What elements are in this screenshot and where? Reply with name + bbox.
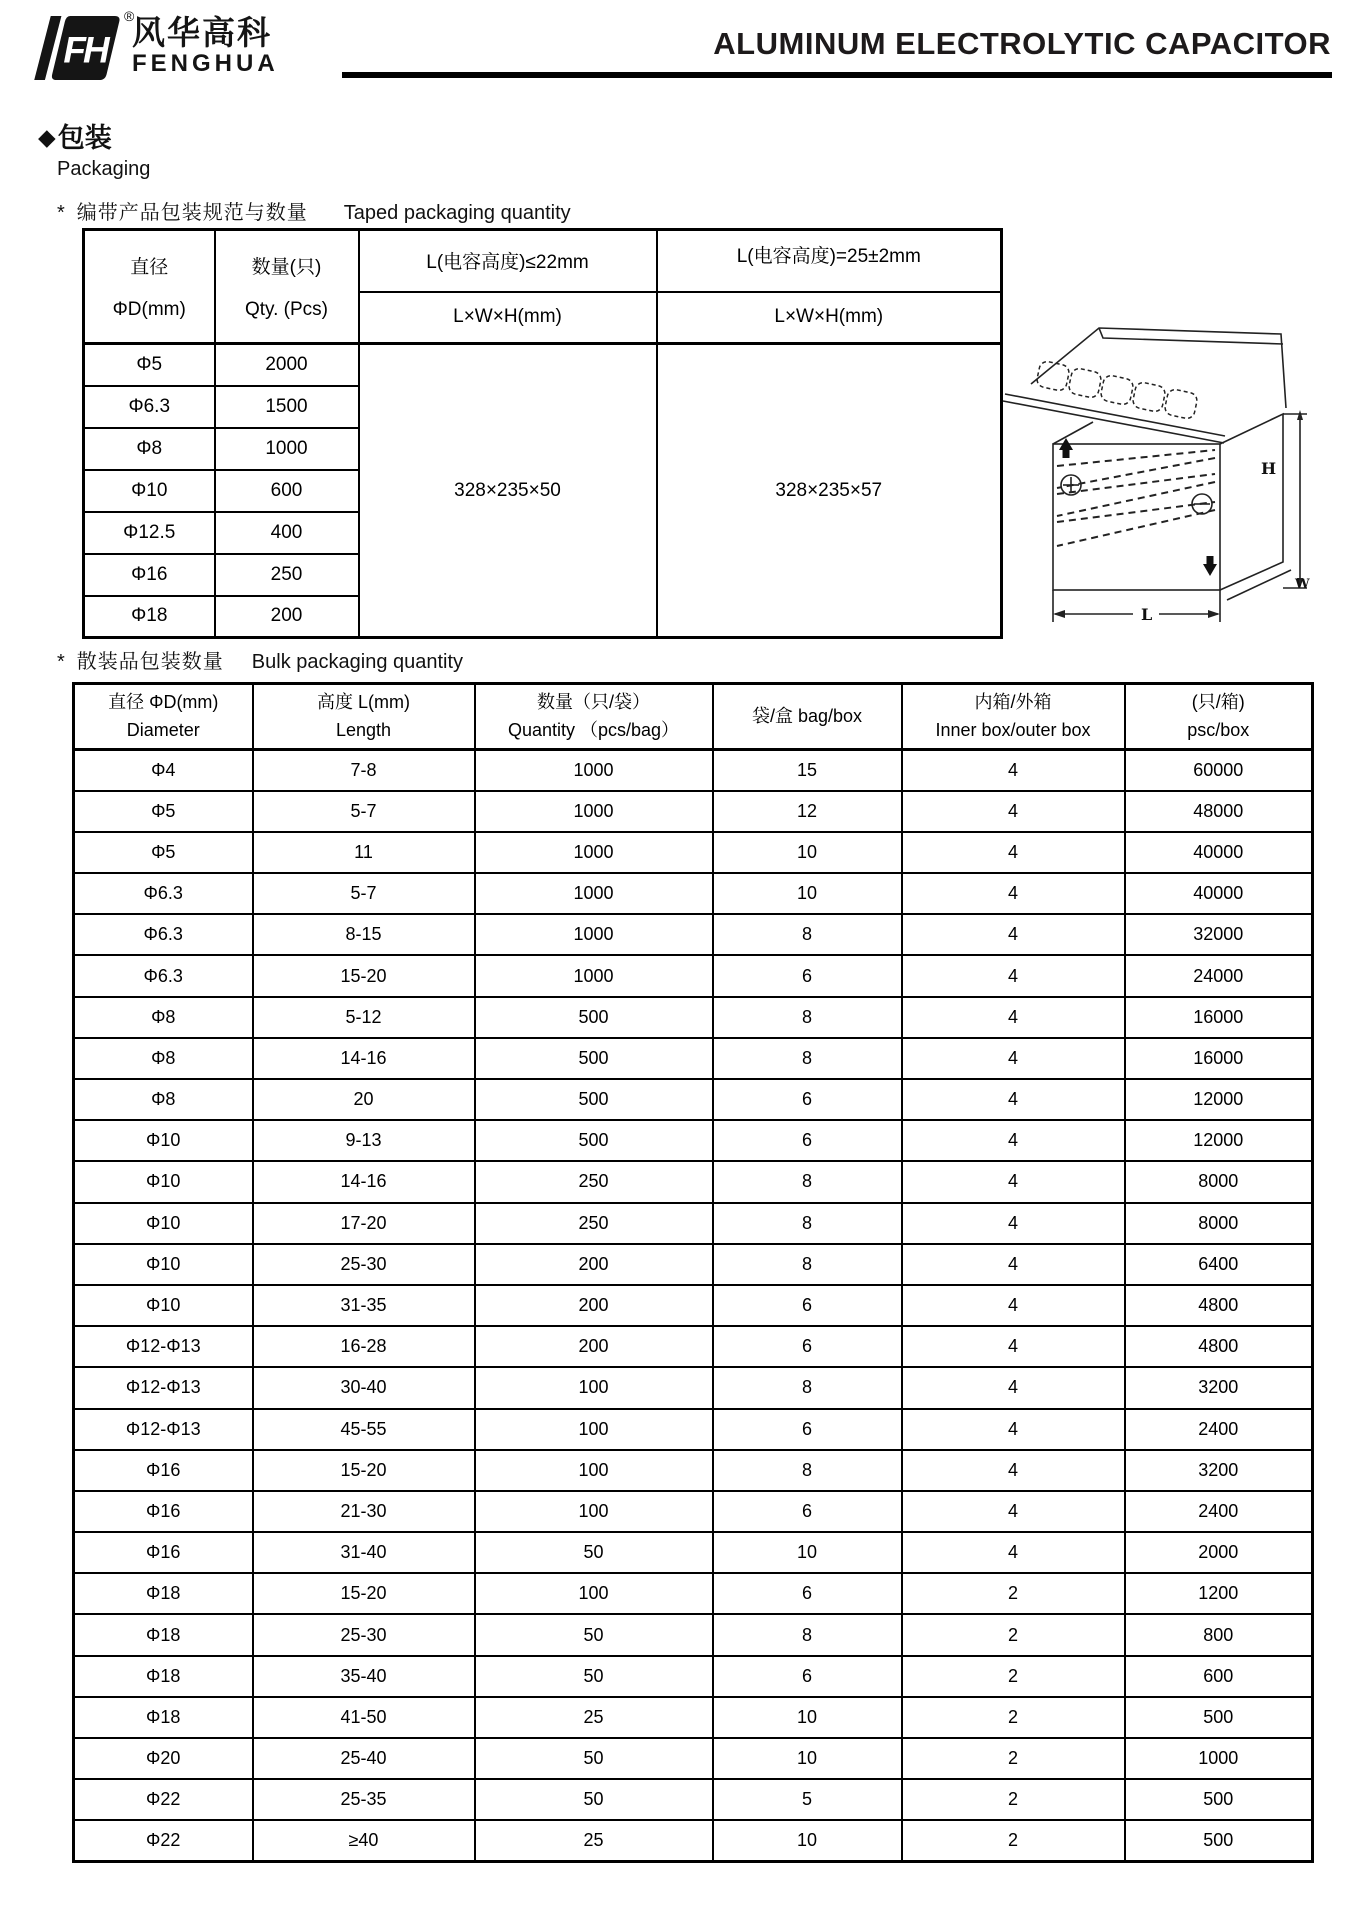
table-cell: 6 [713, 1285, 902, 1326]
table-cell: Φ18 [74, 1656, 253, 1697]
table-cell: 4 [902, 873, 1125, 914]
col-header-length: 高度 L(mm) Length [253, 684, 475, 750]
table-cell: Φ5 [84, 344, 215, 386]
table-cell: 6 [713, 1120, 902, 1161]
table-cell: 8 [713, 1244, 902, 1285]
table-cell: 1000 [475, 750, 713, 791]
table-cell: 8 [713, 1367, 902, 1408]
table-cell: 10 [713, 873, 902, 914]
table-row [74, 1738, 1313, 1779]
table-cell: Φ10 [84, 470, 215, 512]
h-dimension-label: H [1261, 459, 1277, 478]
table-cell: 800 [1125, 1614, 1313, 1655]
table-cell: 25-35 [253, 1779, 475, 1820]
table-cell: 6 [713, 1491, 902, 1532]
table-cell: 2000 [1125, 1532, 1313, 1573]
table-cell: Φ5 [74, 791, 253, 832]
col-header-lwh-2: L×W×H(mm) [657, 292, 1002, 344]
table-cell: 8 [713, 1203, 902, 1244]
table-row [74, 1367, 1313, 1408]
table-cell: ≥40 [253, 1820, 475, 1861]
table-row [74, 1161, 1313, 1202]
table-cell: 16000 [1125, 1038, 1313, 1079]
table-cell: 4 [902, 1326, 1125, 1367]
table-row [74, 750, 1313, 791]
table-cell: 4 [902, 955, 1125, 996]
table-row [74, 1120, 1313, 1161]
table-cell: 500 [475, 1038, 713, 1079]
section-heading-packaging-en: Packaging [57, 158, 151, 180]
table-cell: 31-35 [253, 1285, 475, 1326]
table-cell: 6 [713, 1409, 902, 1450]
table-cell: 10 [713, 1820, 902, 1861]
table-cell: 4 [902, 1532, 1125, 1573]
table-cell: 4 [902, 1079, 1125, 1120]
table-cell: 6 [713, 1656, 902, 1697]
table-cell: 4 [902, 1409, 1125, 1450]
table-cell: Φ4 [74, 750, 253, 791]
table-cell: Φ10 [74, 1161, 253, 1202]
table-cell: 17-20 [253, 1203, 475, 1244]
bulk-table-body [74, 750, 1313, 1862]
table-cell: 1000 [1125, 1738, 1313, 1779]
table-cell: 100 [475, 1409, 713, 1450]
table-cell: Φ10 [74, 1244, 253, 1285]
table-cell: 4 [902, 791, 1125, 832]
page-title: ALUMINUM ELECTROLYTIC CAPACITOR [713, 26, 1331, 61]
table-row [74, 1285, 1313, 1326]
table-cell: Φ18 [74, 1614, 253, 1655]
table-cell: 2 [902, 1697, 1125, 1738]
table-cell: 6400 [1125, 1244, 1313, 1285]
table-cell: Φ20 [74, 1738, 253, 1779]
table-cell: Φ18 [84, 596, 215, 638]
table-cell: Φ22 [74, 1779, 253, 1820]
col-header-lwh-1: L×W×H(mm) [359, 292, 657, 344]
table-cell: 8 [713, 914, 902, 955]
table-cell: 2 [902, 1614, 1125, 1655]
table-cell: 600 [215, 470, 359, 512]
table-row [74, 791, 1313, 832]
table-cell: 400 [215, 512, 359, 554]
table-cell: 48000 [1125, 791, 1313, 832]
w-dimension-label: W [1295, 577, 1310, 592]
table-cell: 5 [713, 1779, 902, 1820]
table-cell: 2400 [1125, 1409, 1313, 1450]
table-cell: 3200 [1125, 1450, 1313, 1491]
registered-mark: ® [124, 8, 135, 24]
brand-name-en: FENGHUA [132, 49, 279, 77]
table-cell: 6 [713, 1573, 902, 1614]
table-cell: 16-28 [253, 1326, 475, 1367]
table-cell: 40000 [1125, 873, 1313, 914]
table-cell: 1200 [1125, 1573, 1313, 1614]
table-cell: Φ12.5 [84, 512, 215, 554]
table-cell: Φ8 [74, 1079, 253, 1120]
table-cell: 8000 [1125, 1203, 1313, 1244]
table-cell: 6 [713, 1079, 902, 1120]
table-cell: 45-55 [253, 1409, 475, 1450]
table-cell: 4 [902, 1120, 1125, 1161]
table-cell: 500 [475, 997, 713, 1038]
table-cell: 25 [475, 1820, 713, 1861]
table-row [74, 1079, 1313, 1120]
table-cell: 2 [902, 1779, 1125, 1820]
table-row [74, 1203, 1313, 1244]
polarity-minus-icon [1192, 494, 1212, 514]
table-cell: Φ12-Φ13 [74, 1326, 253, 1367]
bulk-packaging-table [72, 682, 1314, 1863]
table-cell: 50 [475, 1738, 713, 1779]
table-row [74, 1697, 1313, 1738]
col-header-diameter: 直径 ΦD(mm) [84, 230, 215, 344]
table-cell: 250 [215, 554, 359, 596]
taped-table-body [84, 344, 1002, 638]
table-cell: 7-8 [253, 750, 475, 791]
table-row [74, 1614, 1313, 1655]
table-cell: 2 [902, 1738, 1125, 1779]
section-heading-packaging [38, 116, 112, 155]
table-cell: 10 [713, 1697, 902, 1738]
up-arrow-icon [1059, 438, 1073, 458]
col-header-pcs-per-box: (只/箱) psc/box [1125, 684, 1313, 750]
table-row [84, 344, 1002, 386]
table-cell: 500 [475, 1079, 713, 1120]
table-cell: 5-7 [253, 791, 475, 832]
table-cell: 2 [902, 1573, 1125, 1614]
table-cell: 25-40 [253, 1738, 475, 1779]
table-cell: 50 [475, 1614, 713, 1655]
fenghua-logo-icon [30, 14, 122, 82]
table-row [74, 1244, 1313, 1285]
table-cell: 4800 [1125, 1285, 1313, 1326]
table-cell: 200 [475, 1285, 713, 1326]
table-row [74, 914, 1313, 955]
table-row [74, 1532, 1313, 1573]
table-cell: 500 [475, 1120, 713, 1161]
taped-packaging-table [82, 228, 1003, 639]
table-cell: Φ6.3 [74, 955, 253, 996]
col-header-quantity: 数量（只/袋） Quantity （pcs/bag） [475, 684, 713, 750]
table-cell: Φ5 [74, 832, 253, 873]
table-cell: Φ12-Φ13 [74, 1409, 253, 1450]
table-row [74, 1450, 1313, 1491]
table-cell: 2 [902, 1656, 1125, 1697]
table-cell: Φ18 [74, 1697, 253, 1738]
table-cell: 50 [475, 1779, 713, 1820]
table-cell: 200 [215, 596, 359, 638]
table-cell: Φ16 [74, 1532, 253, 1573]
taped-subtitle-en: Taped packaging quantity [343, 202, 571, 224]
svg-text:FH: FH [63, 29, 107, 71]
bulk-header-row [74, 684, 1313, 750]
table-cell: 60000 [1125, 750, 1313, 791]
table-cell: 1000 [215, 428, 359, 470]
table-cell: 1000 [475, 914, 713, 955]
asterisk-marker: * [57, 651, 65, 673]
table-cell: 10 [713, 832, 902, 873]
table-cell: Φ10 [74, 1203, 253, 1244]
table-cell: Φ8 [74, 997, 253, 1038]
table-cell: Φ10 [74, 1120, 253, 1161]
table-row [74, 873, 1313, 914]
section-heading-cn: 包装 [57, 123, 112, 153]
table-cell: 10 [713, 1738, 902, 1779]
table-cell: 8 [713, 1038, 902, 1079]
table-cell: 25-30 [253, 1614, 475, 1655]
table-cell: 15-20 [253, 1450, 475, 1491]
table-cell: 8-15 [253, 914, 475, 955]
col-header-bag-box: 袋/盒 bag/box [713, 684, 902, 750]
table-cell: 41-50 [253, 1697, 475, 1738]
brand-name-cn: 风华高科 [132, 14, 272, 51]
taped-subtitle-cn: 编带产品包装规范与数量 [76, 202, 308, 224]
table-cell: 500 [1125, 1697, 1313, 1738]
table-cell: Φ6.3 [84, 386, 215, 428]
table-cell: 8 [713, 1161, 902, 1202]
table-cell: Φ12-Φ13 [74, 1367, 253, 1408]
table-cell: 31-40 [253, 1532, 475, 1573]
diamond-icon: ◆ [38, 124, 56, 150]
table-cell: 4 [902, 1161, 1125, 1202]
table-cell: 21-30 [253, 1491, 475, 1532]
l-dimension-label: L [1141, 605, 1153, 624]
table-cell: 25 [475, 1697, 713, 1738]
table-cell: 6 [713, 955, 902, 996]
table-cell: 2 [902, 1820, 1125, 1861]
table-cell: 4 [902, 1491, 1125, 1532]
table-cell: 14-16 [253, 1161, 475, 1202]
table-cell: 4 [902, 997, 1125, 1038]
table-cell: 8 [713, 1450, 902, 1491]
table-cell: 500 [1125, 1779, 1313, 1820]
table-row [74, 1326, 1313, 1367]
table-cell: 2400 [1125, 1491, 1313, 1532]
table-row [74, 832, 1313, 873]
bulk-subtitle-cn: 散装品包装数量 [76, 651, 224, 673]
table-cell: 40000 [1125, 832, 1313, 873]
table-cell: Φ10 [74, 1285, 253, 1326]
table-cell: Φ16 [74, 1491, 253, 1532]
col-header-inner-outer-box: 内箱/外箱 Inner box/outer box [902, 684, 1125, 750]
table-cell: 12 [713, 791, 902, 832]
table-cell: 200 [475, 1244, 713, 1285]
table-row [74, 1820, 1313, 1861]
table-cell: 1000 [475, 791, 713, 832]
table-cell: 15 [713, 750, 902, 791]
table-cell: 600 [1125, 1656, 1313, 1697]
taped-subtitle [57, 196, 571, 225]
down-arrow-icon [1203, 556, 1217, 576]
table-cell: 200 [475, 1326, 713, 1367]
table-cell: 250 [475, 1161, 713, 1202]
table-cell: 4 [902, 750, 1125, 791]
packing-box-diagram [995, 292, 1350, 642]
table-row [74, 997, 1313, 1038]
table-cell: 3200 [1125, 1367, 1313, 1408]
col-header-height-le22: L(电容高度)≤22mm [359, 230, 657, 292]
table-cell: 4 [902, 1038, 1125, 1079]
table-cell: 1000 [475, 955, 713, 996]
asterisk-marker: * [57, 202, 65, 224]
table-cell: 20 [253, 1079, 475, 1120]
header-rule [342, 72, 1332, 78]
table-cell: 5-12 [253, 997, 475, 1038]
table-cell: Φ8 [74, 1038, 253, 1079]
table-cell: 4800 [1125, 1326, 1313, 1367]
table-cell: 4 [902, 914, 1125, 955]
table-cell: 5-7 [253, 873, 475, 914]
table-cell: 500 [1125, 1820, 1313, 1861]
table-cell: 4 [902, 1203, 1125, 1244]
table-cell: 15-20 [253, 955, 475, 996]
table-row [74, 1779, 1313, 1820]
table-cell: 4 [902, 1367, 1125, 1408]
table-row [74, 1573, 1313, 1614]
table-cell: 50 [475, 1532, 713, 1573]
table-cell: 6 [713, 1326, 902, 1367]
table-row [74, 1038, 1313, 1079]
col-header-height-25: L(电容高度)=25±2mm [657, 230, 1002, 292]
merged-carton-size-cell: 328×235×50 [359, 344, 657, 638]
table-cell: 30-40 [253, 1367, 475, 1408]
bulk-subtitle [57, 645, 463, 674]
table-cell: 8 [713, 997, 902, 1038]
table-cell: 4 [902, 1285, 1125, 1326]
table-cell: 24000 [1125, 955, 1313, 996]
table-cell: 32000 [1125, 914, 1313, 955]
merged-carton-size-cell: 328×235×57 [657, 344, 1002, 638]
table-cell: 1500 [215, 386, 359, 428]
table-cell: 11 [253, 832, 475, 873]
table-cell: Φ22 [74, 1820, 253, 1861]
table-cell: 250 [475, 1203, 713, 1244]
table-cell: 15-20 [253, 1573, 475, 1614]
table-cell: Φ16 [74, 1450, 253, 1491]
table-cell: 1000 [475, 873, 713, 914]
table-cell: 100 [475, 1491, 713, 1532]
polarity-plus-icon [1061, 475, 1081, 495]
table-row [74, 1656, 1313, 1697]
brand-block [132, 16, 279, 77]
table-cell: Φ6.3 [74, 873, 253, 914]
table-cell: 14-16 [253, 1038, 475, 1079]
table-cell: 16000 [1125, 997, 1313, 1038]
table-cell: 100 [475, 1450, 713, 1491]
table-cell: 10 [713, 1532, 902, 1573]
bulk-subtitle-en: Bulk packaging quantity [251, 651, 464, 673]
table-cell: 12000 [1125, 1120, 1313, 1161]
table-cell: Φ6.3 [74, 914, 253, 955]
table-cell: 100 [475, 1573, 713, 1614]
table-cell: 8000 [1125, 1161, 1313, 1202]
table-cell: 4 [902, 1244, 1125, 1285]
col-header-qty: 数量(只) Qty. (Pcs) [215, 230, 359, 344]
table-row [74, 1491, 1313, 1532]
table-cell: 9-13 [253, 1120, 475, 1161]
table-row [74, 955, 1313, 996]
table-cell: 2000 [215, 344, 359, 386]
table-row [74, 1409, 1313, 1450]
table-cell: 12000 [1125, 1079, 1313, 1120]
table-cell: 8 [713, 1614, 902, 1655]
table-cell: Φ16 [84, 554, 215, 596]
table-cell: Φ8 [84, 428, 215, 470]
col-header-diameter: 直径 ΦD(mm) Diameter [74, 684, 253, 750]
table-cell: 35-40 [253, 1656, 475, 1697]
table-cell: 100 [475, 1367, 713, 1408]
table-cell: 1000 [475, 832, 713, 873]
table-cell: Φ18 [74, 1573, 253, 1614]
table-cell: 25-30 [253, 1244, 475, 1285]
table-cell: 4 [902, 1450, 1125, 1491]
table-cell: 50 [475, 1656, 713, 1697]
table-cell: 4 [902, 832, 1125, 873]
